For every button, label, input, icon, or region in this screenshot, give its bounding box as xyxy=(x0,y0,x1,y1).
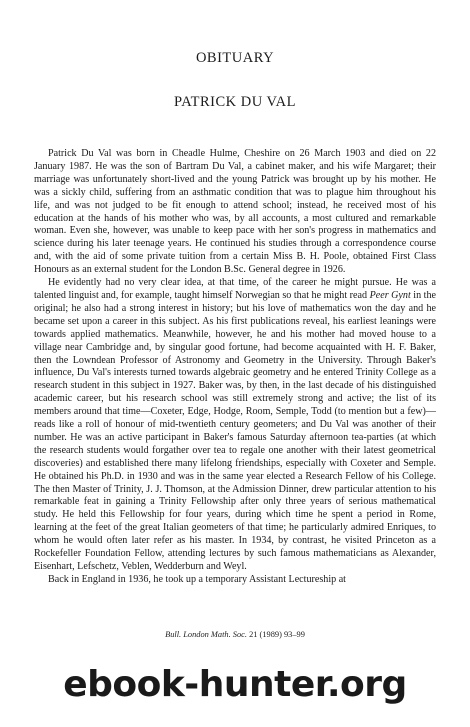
paragraph-1 xyxy=(34,148,436,277)
journal-volume-pages: 21 (1989) 93–99 xyxy=(246,630,305,639)
obituary-subject-name: PATRICK DU VAL xyxy=(174,94,296,110)
paragraph-2-text-start: He evidently had no very clear idea, at that time, of the career he might pursue. He was a talented linguist and, for example, taught himself Norwegian so that he might read xyxy=(34,277,436,301)
paragraph-1-text: Patrick Du Val was born in Cheadle Hulme, Cheshire on 26 March 1903 and died on 22 January 1987. He was the son of Bartram Du Val, a cabinet maker, and his wife Margaret; their marriage was unfortunately short-lived and the young Patrick was brought up by his mother. He was a sickly child, suffering from an asthmatic condition that was to plague him throughout his life, and was not judged to be fit enough to attend school; instead, he received most of his education at the hands of his mother who was, by all accounts, a most cultured and remarkable woman. Even she, however, was unable to keep pace with her son's progress in mathematics and science during his later teenage years. He continued his studies through a correspondence course and, with the aid of some private tuition from a certain Miss B. H. Poole, obtained First Class Honours as an external student for the London B.Sc. General degree in 1926. xyxy=(34,148,436,276)
section-heading: OBITUARY xyxy=(195,50,275,66)
obituary-body xyxy=(34,148,436,587)
paragraph-2 xyxy=(34,277,436,574)
watermark-text: ebook-hunter.org xyxy=(63,664,407,705)
paragraph-3-text: Back in England in 1936, he took up a temporary Assistant Lectureship at xyxy=(48,573,346,585)
paragraph-2-text-end: in the original; he also had a strong interest in history; but his love of mathematics won the day and he became set upon a career in this subject. As his first publications reveal, his earliest leanings were towards applied mathematics. Meanwhile, however, he and his mother had moved house to a village near Cambridge and, by singular good fortune, had become acquainted with H. F. Baker, then the Lowndean Professor of Astronomy and Geometry in the University. Through Baker's influence, Du Val's interests turned towards algebraic geometry and he entered Trinity College as a research student in this subject in 1927. Baker was, by then, in the last decade of his distinguished academic career, but his research school was still extremely strong and active; the list of its members around that time—Coxeter, Edge, Hodge, Room, Semple, Todd (to mention but a few)— reads like a roll of honour of mid-twentieth century geometers; and Du Val was another of their number. He was an active participant in Baker's famous Saturday afternoon tea-parties (at which the research students would forgather over tea to regale one another with their latest geometrical discoveries) and established there many lifelong friendships, especially with Coxeter and Semple. He obtained his Ph.D. in 1930 and was in the same year elected a Research Fellow of his College. The then Master of Trinity, J. J. Thomson, at the Admission Dinner, drew particular attention to his remarkable feat in gaining a Trinity Fellowship after only three years of serious mathematical study. He held this Fellowship for four years, during which time he spent a period in Rome, learning at the feet of the great Italian geometers of that time; he particularly admired Enriques, to whom he would often later refer as his master. In 1934, by contrast, he visited Princeton as a Rockefeller Foundation Fellow, attending lectures by such famous mathematicians as Alexander, Eisenhart, Lefschetz, Veblen, Wedderburn and Weyl. xyxy=(34,289,436,572)
journal-name: Bull. London Math. Soc. xyxy=(165,630,247,639)
journal-citation xyxy=(0,630,470,639)
paragraph-2-italic-title: Peer Gynt xyxy=(369,289,411,301)
paragraph-3 xyxy=(34,574,436,587)
